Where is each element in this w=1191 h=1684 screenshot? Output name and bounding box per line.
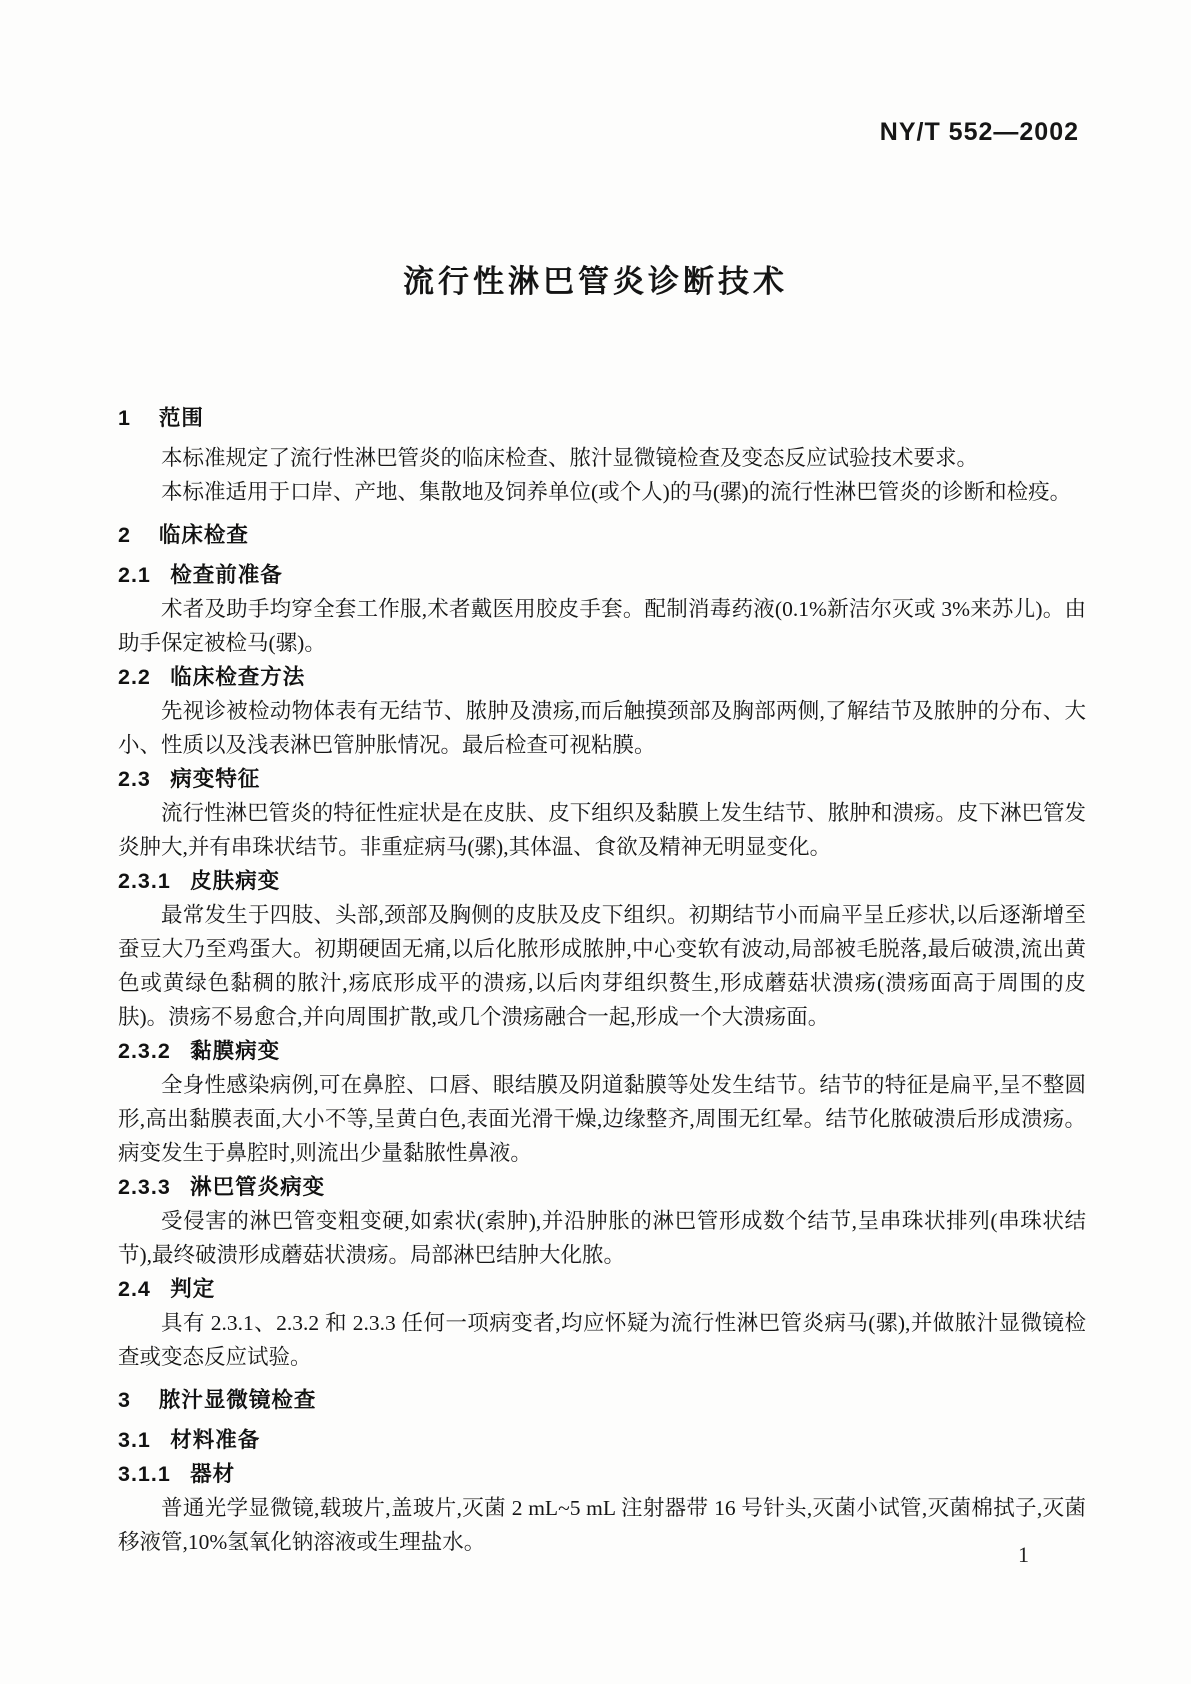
paragraph: 术者及助手均穿全套工作服,术者戴医用胶皮手套。配制消毒药液(0.1%新洁尔灭或 3%来苏儿)。由助手保定被检马(骡)。 <box>118 597 1086 655</box>
section-heading <box>118 1170 1086 1204</box>
section-heading <box>118 864 1086 898</box>
section-heading <box>118 1423 1086 1457</box>
document-title: 流行性淋巴管炎诊断技术 <box>403 264 788 299</box>
section-title: 判定 <box>170 1277 216 1301</box>
paragraph: 全身性感染病例,可在鼻腔、口唇、眼结膜及阴道黏膜等处发生结节。结节的特征是扁平,呈不整圆形,高出黏膜表面,大小不等,呈黄白色,表面光滑干燥,边缘整齐,周围无红晕。结节化脓破溃后形成溃疡。病变发生于鼻腔时,则流出少量黏脓性鼻液。 <box>118 1073 1086 1165</box>
section-number: 3.1 <box>118 1428 151 1452</box>
document-body <box>118 392 1086 1559</box>
section-title: 检查前准备 <box>170 563 283 587</box>
paragraph: 本标准适用于口岸、产地、集散地及饲养单位(或个人)的马(骡)的流行性淋巴管炎的诊断和检疫。 <box>161 480 1072 504</box>
section-title: 临床检查 <box>158 523 249 547</box>
section-number: 2.2 <box>118 665 151 689</box>
section-title: 淋巴管炎病变 <box>190 1175 326 1199</box>
paragraph: 先视诊被检动物体表有无结节、脓肿及溃疡,而后触摸颈部及胸部两侧,了解结节及脓肿的分布、大小、性质以及浅表淋巴管肿胀情况。最后检查可视粘膜。 <box>118 699 1086 757</box>
paragraph: 具有 2.3.1、2.3.2 和 2.3.3 任何一项病变者,均应怀疑为流行性淋巴管炎病马(骡),并做脓汁显微镜检查或变态反应试验。 <box>118 1311 1086 1369</box>
section-title: 病变特征 <box>170 767 261 791</box>
paragraph: 最常发生于四肢、头部,颈部及胸侧的皮肤及皮下组织。初期结节小而扁平呈丘疹状,以后逐渐增至蚕豆大乃至鸡蛋大。初期硬固无痛,以后化脓形成脓肿,中心变软有波动,局部被毛脱落,最后破溃,流出黄色或黄绿色黏稠的脓汁,疡底形成平的溃疡,以后肉芽组织赘生,形成蘑菇状溃疡(溃疡面高于周围的皮肤)。溃疡不易愈合,并向周围扩散,或几个溃疡融合一起,形成一个大溃疡面。 <box>118 903 1086 1029</box>
section-title: 器材 <box>190 1462 236 1486</box>
section-number: 3.1.1 <box>118 1462 171 1486</box>
section-title: 皮肤病变 <box>190 869 281 893</box>
section-number: 2.4 <box>118 1277 151 1301</box>
section-number: 2 <box>118 523 131 547</box>
section-number: 2.1 <box>118 563 151 587</box>
section-heading <box>118 518 1086 552</box>
section-heading <box>118 1272 1086 1306</box>
section-heading <box>118 1034 1086 1068</box>
page-number: 1 <box>1018 1542 1029 1567</box>
section-number: 2.3.1 <box>118 869 171 893</box>
section-title: 材料准备 <box>170 1428 261 1452</box>
paragraph: 本标准规定了流行性淋巴管炎的临床检查、脓汁显微镜检查及变态反应试验技术要求。 <box>161 446 979 470</box>
section-heading <box>118 401 1086 435</box>
paragraph: 流行性淋巴管炎的特征性症状是在皮肤、皮下组织及黏膜上发生结节、脓肿和溃疡。皮下淋巴管发炎肿大,并有串珠状结节。非重症病马(骡),其体温、食欲及精神无明显变化。 <box>118 801 1086 859</box>
section-title: 脓汁显微镜检查 <box>158 1388 317 1412</box>
section-title: 临床检查方法 <box>170 665 306 689</box>
section-number: 2.3.3 <box>118 1175 171 1199</box>
section-heading <box>118 660 1086 694</box>
section-heading <box>118 1457 1086 1491</box>
section-number: 2.3 <box>118 767 151 791</box>
section-heading <box>118 762 1086 796</box>
section-title: 范围 <box>158 406 204 430</box>
section-number: 1 <box>118 406 131 430</box>
section-title: 黏膜病变 <box>190 1039 281 1063</box>
section-number: 2.3.2 <box>118 1039 171 1063</box>
standard-code: NY/T 552—2002 <box>879 118 1079 146</box>
section-heading <box>118 558 1086 592</box>
section-number: 3 <box>118 1388 131 1412</box>
paragraph: 普通光学显微镜,载玻片,盖玻片,灭菌 2 mL~5 mL 注射器带 16 号针头,灭菌小试管,灭菌棉拭子,灭菌移液管,10%氢氧化钠溶液或生理盐水。 <box>118 1496 1086 1554</box>
section-heading <box>118 1383 1086 1417</box>
paragraph: 受侵害的淋巴管变粗变硬,如索状(索肿),并沿肿胀的淋巴管形成数个结节,呈串珠状排列(串珠状结节),最终破溃形成蘑菇状溃疡。局部淋巴结肿大化脓。 <box>118 1209 1086 1267</box>
